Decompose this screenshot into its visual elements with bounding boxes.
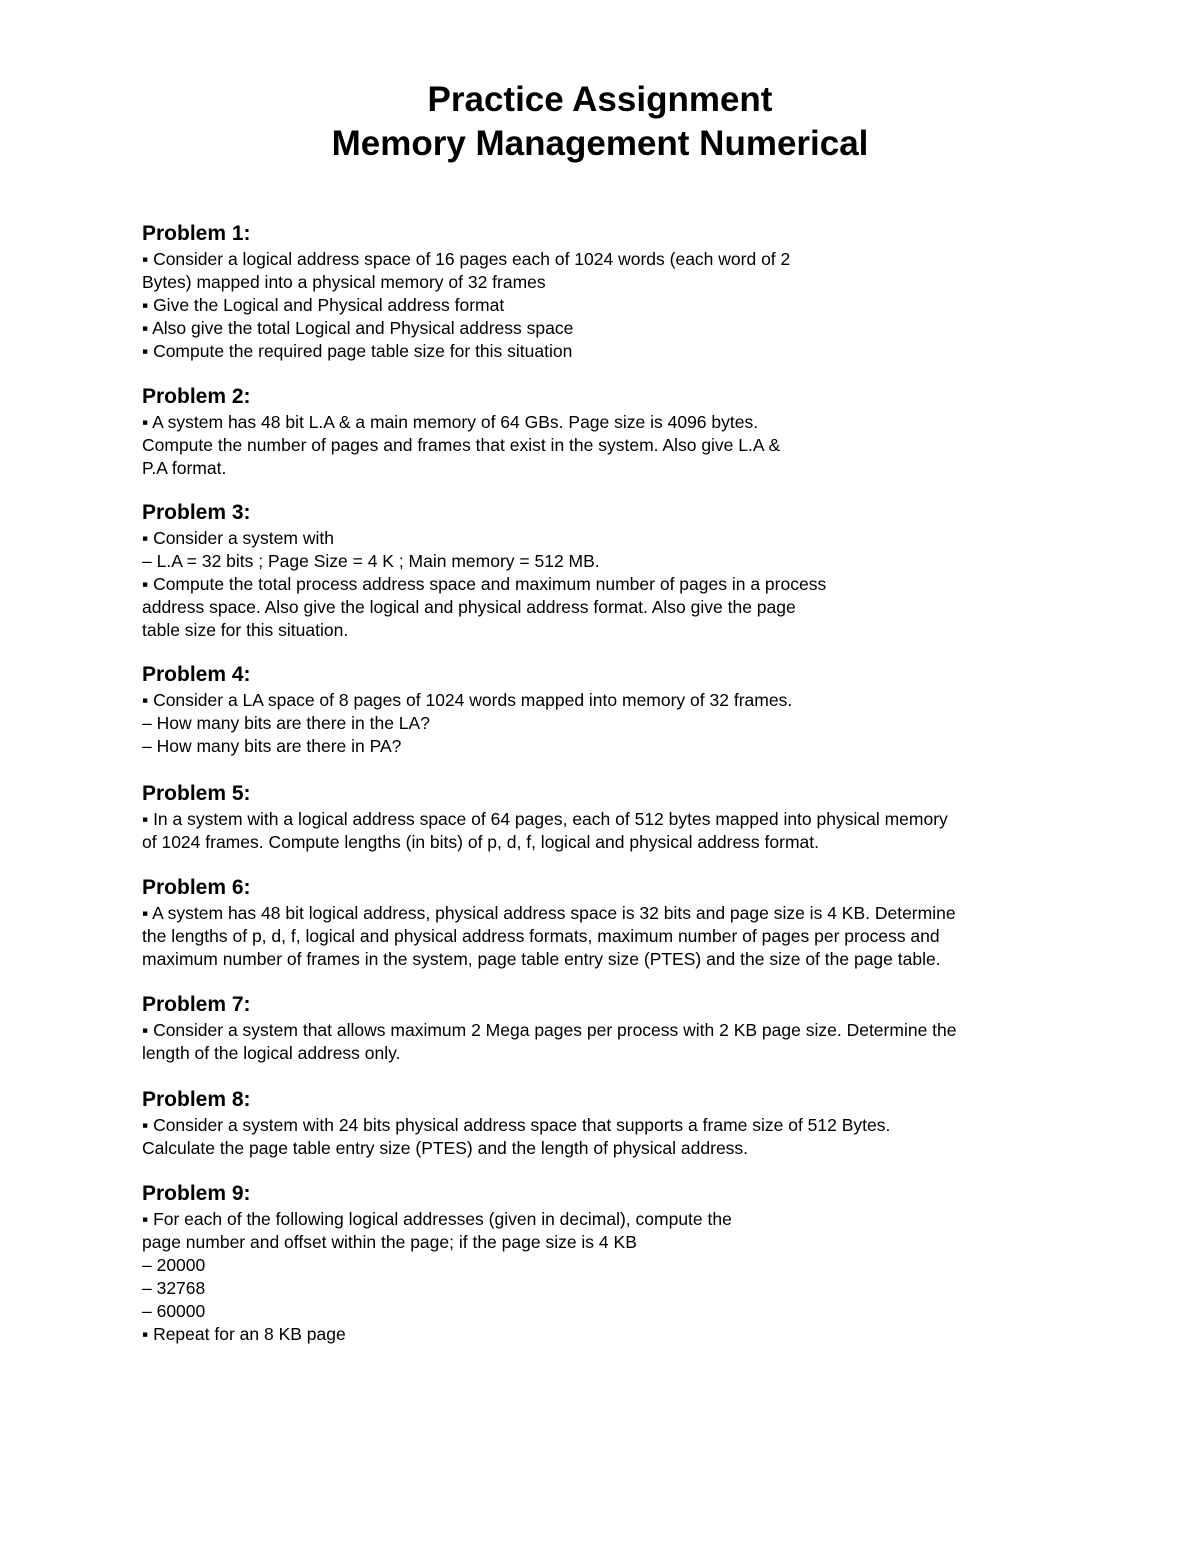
problem-line: Calculate the page table entry size (PTES) and the length of physical address. <box>142 1138 749 1158</box>
problem-4 <box>142 662 1072 758</box>
problem-line: ▪ Compute the total process address space and maximum number of pages in a process <box>142 574 827 594</box>
problem-5 <box>142 781 1072 854</box>
problem-1 <box>142 221 1072 363</box>
problem-line: – 20000 <box>142 1255 206 1275</box>
problem-3 <box>142 500 1072 642</box>
problem-line: – L.A = 32 bits ; Page Size = 4 K ; Main memory = 512 MB. <box>142 551 600 571</box>
problem-line: table size for this situation. <box>142 620 349 640</box>
problem-line: ▪ A system has 48 bit logical address, physical address space is 32 bits and page size is 4 KB. Determine <box>142 903 956 923</box>
problem-line: address space. Also give the logical and physical address format. Also give the page <box>142 597 796 617</box>
problem-line: ▪ Repeat for an 8 KB page <box>142 1324 346 1344</box>
document-title <box>0 78 1200 166</box>
problem-heading: Problem 5: <box>142 782 251 805</box>
problem-line: ▪ In a system with a logical address space of 64 pages, each of 512 bytes mapped into physical memory <box>142 809 948 829</box>
problem-line: Compute the number of pages and frames that exist in the system. Also give L.A & <box>142 435 781 455</box>
problem-line: – 60000 <box>142 1301 206 1321</box>
problem-line: – 32768 <box>142 1278 206 1298</box>
problem-line: maximum number of frames in the system, page table entry size (PTES) and the size of the page table. <box>142 949 941 969</box>
problem-line: – How many bits are there in the LA? <box>142 713 430 733</box>
problem-heading: Problem 4: <box>142 663 251 686</box>
problem-line: ▪ For each of the following logical addresses (given in decimal), compute the <box>142 1209 732 1229</box>
problem-line: page number and offset within the page; if the page size is 4 KB <box>142 1232 637 1252</box>
problem-line: ▪ Compute the required page table size for this situation <box>142 341 573 361</box>
problem-heading: Problem 6: <box>142 876 251 899</box>
problem-heading: Problem 8: <box>142 1088 251 1111</box>
problem-heading: Problem 9: <box>142 1182 251 1205</box>
problem-9 <box>142 1181 1072 1346</box>
problem-line: ▪ Consider a logical address space of 16 pages each of 1024 words (each word of 2 <box>142 249 791 269</box>
problem-line: length of the logical address only. <box>142 1043 401 1063</box>
problem-line: P.A format. <box>142 458 227 478</box>
problem-line: Bytes) mapped into a physical memory of 32 frames <box>142 272 546 292</box>
problem-line: ▪ Give the Logical and Physical address format <box>142 295 505 315</box>
title-line-2: Memory Management Numerical <box>331 124 869 163</box>
problem-line: the lengths of p, d, f, logical and physical address formats, maximum number of pages per process and <box>142 926 940 946</box>
problem-line: ▪ Consider a system with <box>142 528 334 548</box>
problem-line: ▪ Consider a LA space of 8 pages of 1024 words mapped into memory of 32 frames. <box>142 690 793 710</box>
problem-line: ▪ Also give the total Logical and Physical address space <box>142 318 574 338</box>
problem-heading: Problem 7: <box>142 993 251 1016</box>
problem-heading: Problem 2: <box>142 385 251 408</box>
problem-7 <box>142 992 1072 1065</box>
title-line-1: Practice Assignment <box>427 80 773 119</box>
problem-line: ▪ Consider a system that allows maximum 2 Mega pages per process with 2 KB page size. Determine the <box>142 1020 957 1040</box>
problem-heading: Problem 3: <box>142 501 251 524</box>
problem-6 <box>142 875 1072 971</box>
problem-line: ▪ Consider a system with 24 bits physical address space that supports a frame size of 512 Bytes. <box>142 1115 891 1135</box>
problem-line: – How many bits are there in PA? <box>142 736 402 756</box>
problem-heading: Problem 1: <box>142 222 251 245</box>
problem-line: ▪ A system has 48 bit L.A & a main memory of 64 GBs. Page size is 4096 bytes. <box>142 412 759 432</box>
problem-line: of 1024 frames. Compute lengths (in bits) of p, d, f, logical and physical address format. <box>142 832 820 852</box>
problem-8 <box>142 1087 1072 1160</box>
problem-2 <box>142 384 1072 480</box>
